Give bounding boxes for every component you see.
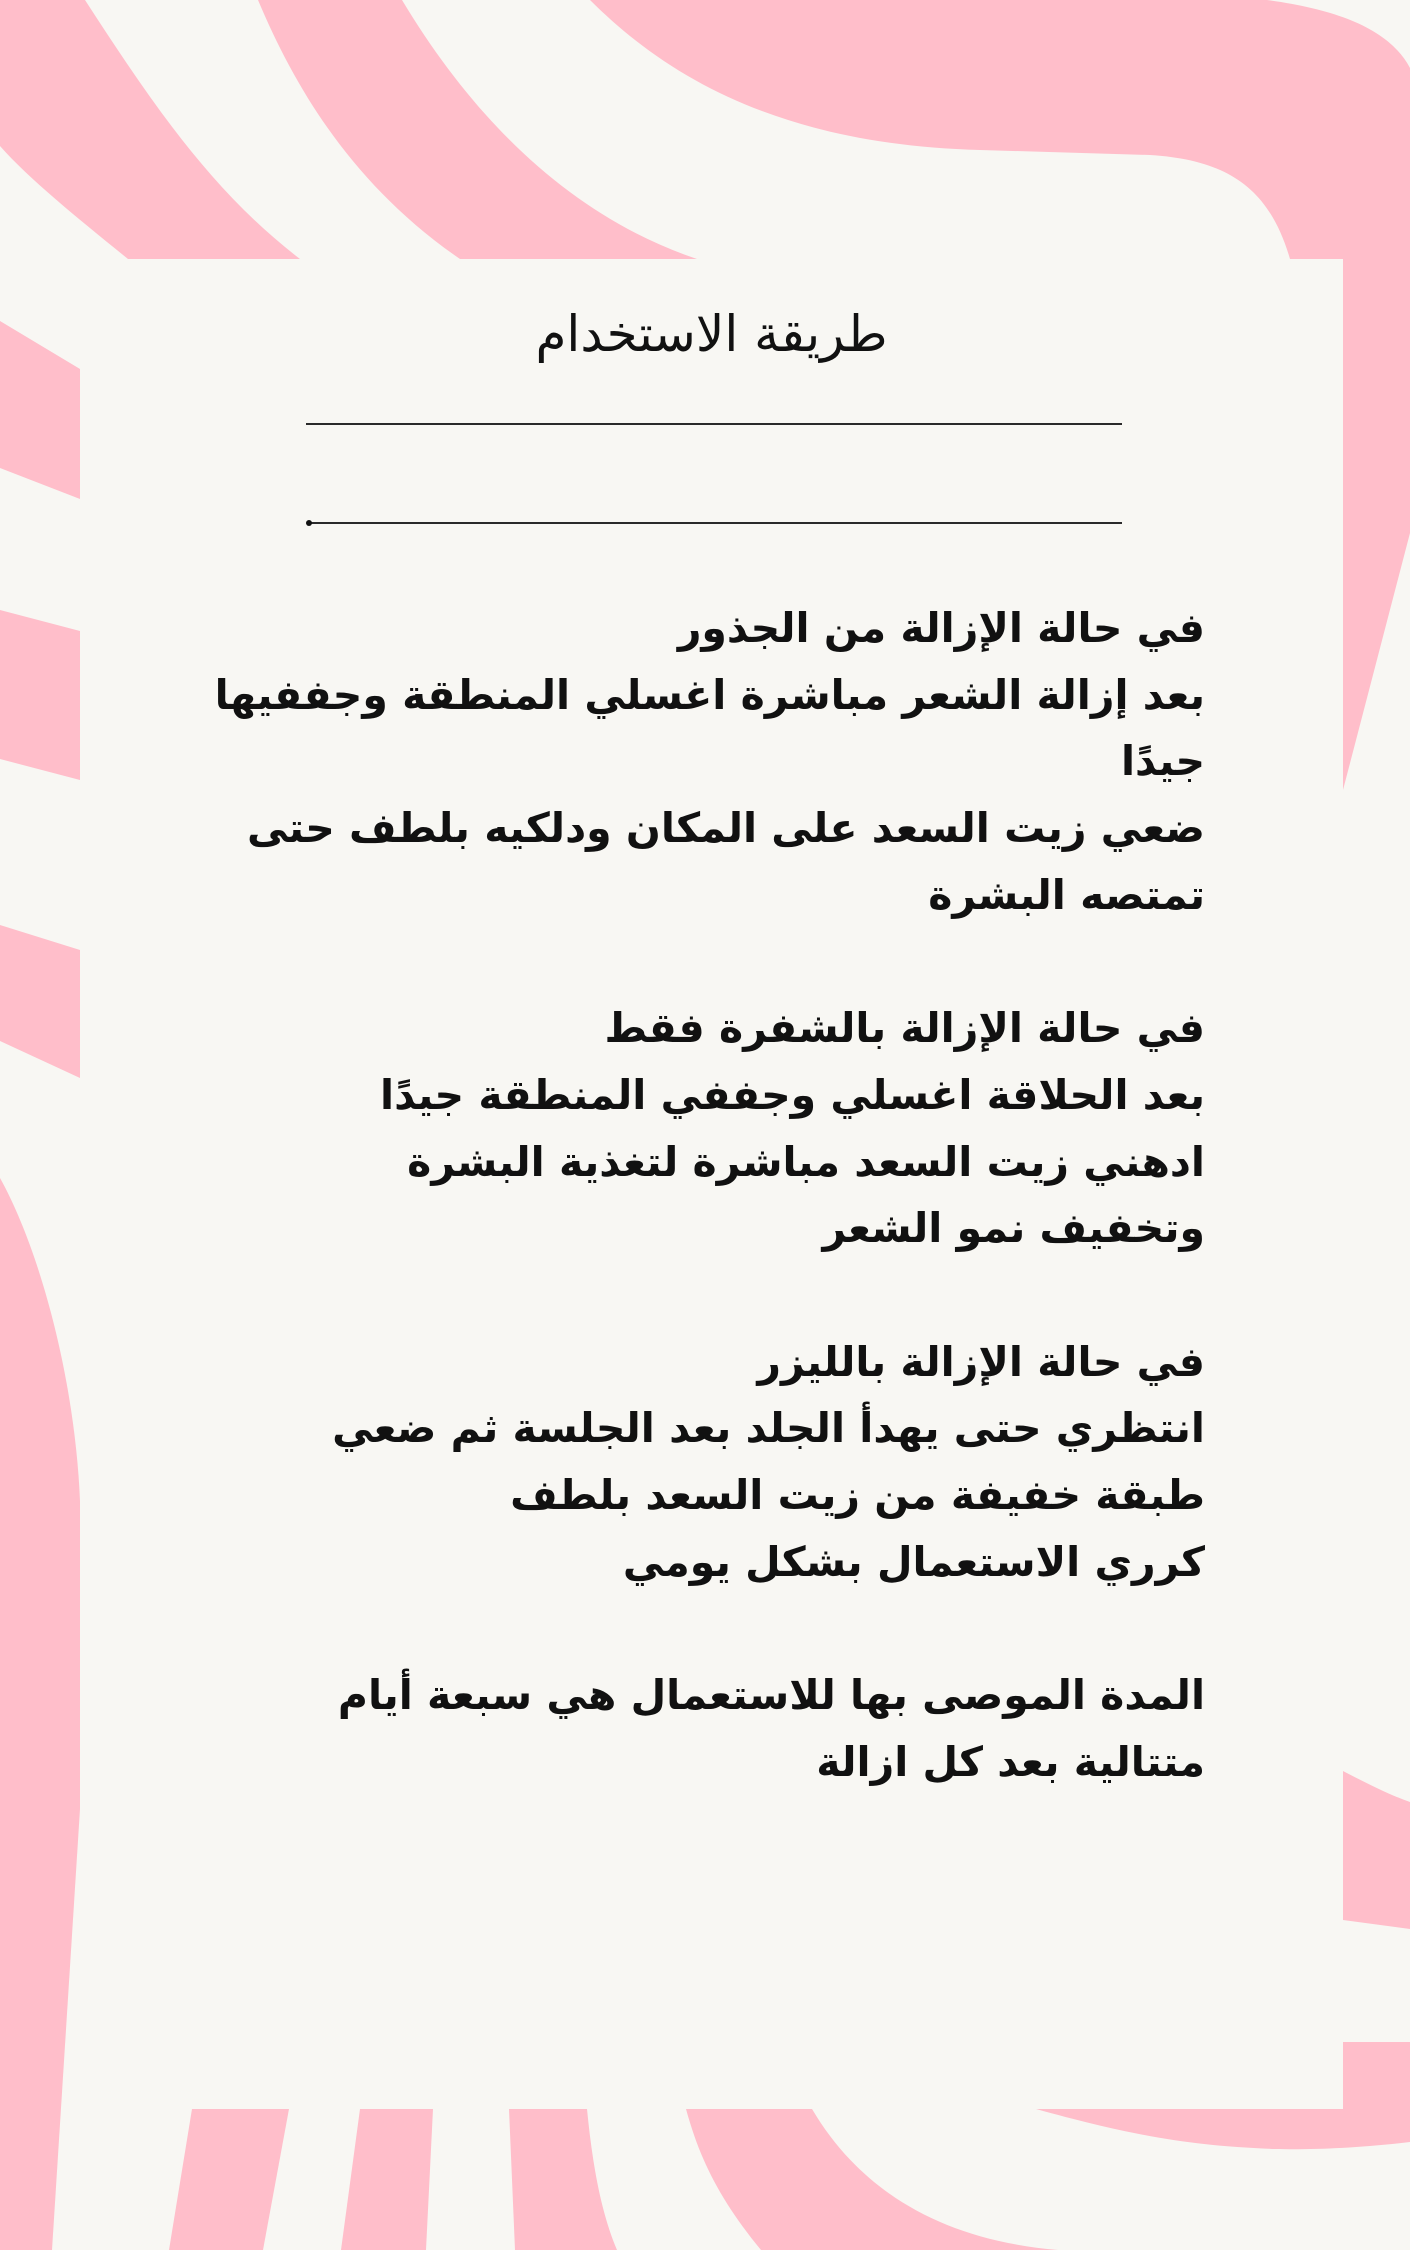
section-heading: المدة الموصى بها للاستعمال هي سبعة أيام (337, 1671, 1205, 1720)
section-line: بعد إزالة الشعر مباشرة اغسلي المنطقة وجففيها (214, 670, 1205, 719)
section-recommended-duration (205, 1662, 1205, 1795)
decor-stripe-bottom-4 (686, 2109, 1058, 2250)
decor-stripe-bottom-2 (341, 2109, 433, 2250)
content-card (80, 259, 1343, 2109)
divider-dot-icon (306, 520, 312, 526)
decor-stripe-bottom-3 (509, 2109, 617, 2250)
section-line: تمتصه البشرة (928, 870, 1205, 919)
decor-stripe-left-2 (0, 610, 80, 780)
divider-bottom (310, 522, 1122, 524)
section-line: طبقة خفيفة من زيت السعد بلطف (510, 1471, 1205, 1520)
decor-stripe-top-2 (258, 0, 697, 259)
section-heading: في حالة الإزالة بالشفرة فقط (604, 1004, 1205, 1053)
section-line: انتظري حتى يهدأ الجلد بعد الجلسة ثم ضعي (332, 1404, 1205, 1453)
section-line: ادهني زيت السعد مباشرة لتغذية البشرة (407, 1137, 1205, 1186)
section-line: جيدًا (1120, 737, 1205, 786)
section-line: وتخفيف نمو الشعر (822, 1204, 1205, 1253)
section-root-removal (205, 595, 1205, 929)
section-line: كرري الاستعمال بشكل يومي (622, 1537, 1205, 1586)
decor-stripe-left-3 (0, 925, 80, 1078)
divider-top (306, 423, 1122, 425)
decor-stripe-right-1 (1343, 1771, 1410, 1929)
section-line: بعد الحلاقة اغسلي وجففي المنطقة جيدًا (380, 1070, 1205, 1119)
instructions (205, 595, 1205, 1862)
section-line: متتالية بعد كل ازالة (816, 1737, 1205, 1786)
section-laser-removal (205, 1329, 1205, 1596)
section-heading: في حالة الإزالة من الجذور (677, 604, 1205, 652)
page-title: طريقة الاستخدام (535, 305, 888, 363)
decor-shape-left-bottom (0, 1178, 80, 2250)
section-line: ضعي زيت السعد على المكان ودلكيه بلطف حتى (247, 804, 1205, 853)
decor-stripe-bottom-1 (169, 2109, 289, 2250)
decor-stripe-left-1 (0, 321, 80, 499)
section-razor-removal (205, 995, 1205, 1262)
section-heading: في حالة الإزالة بالليزر (757, 1337, 1205, 1386)
decor-stripe-top-1 (0, 0, 300, 259)
